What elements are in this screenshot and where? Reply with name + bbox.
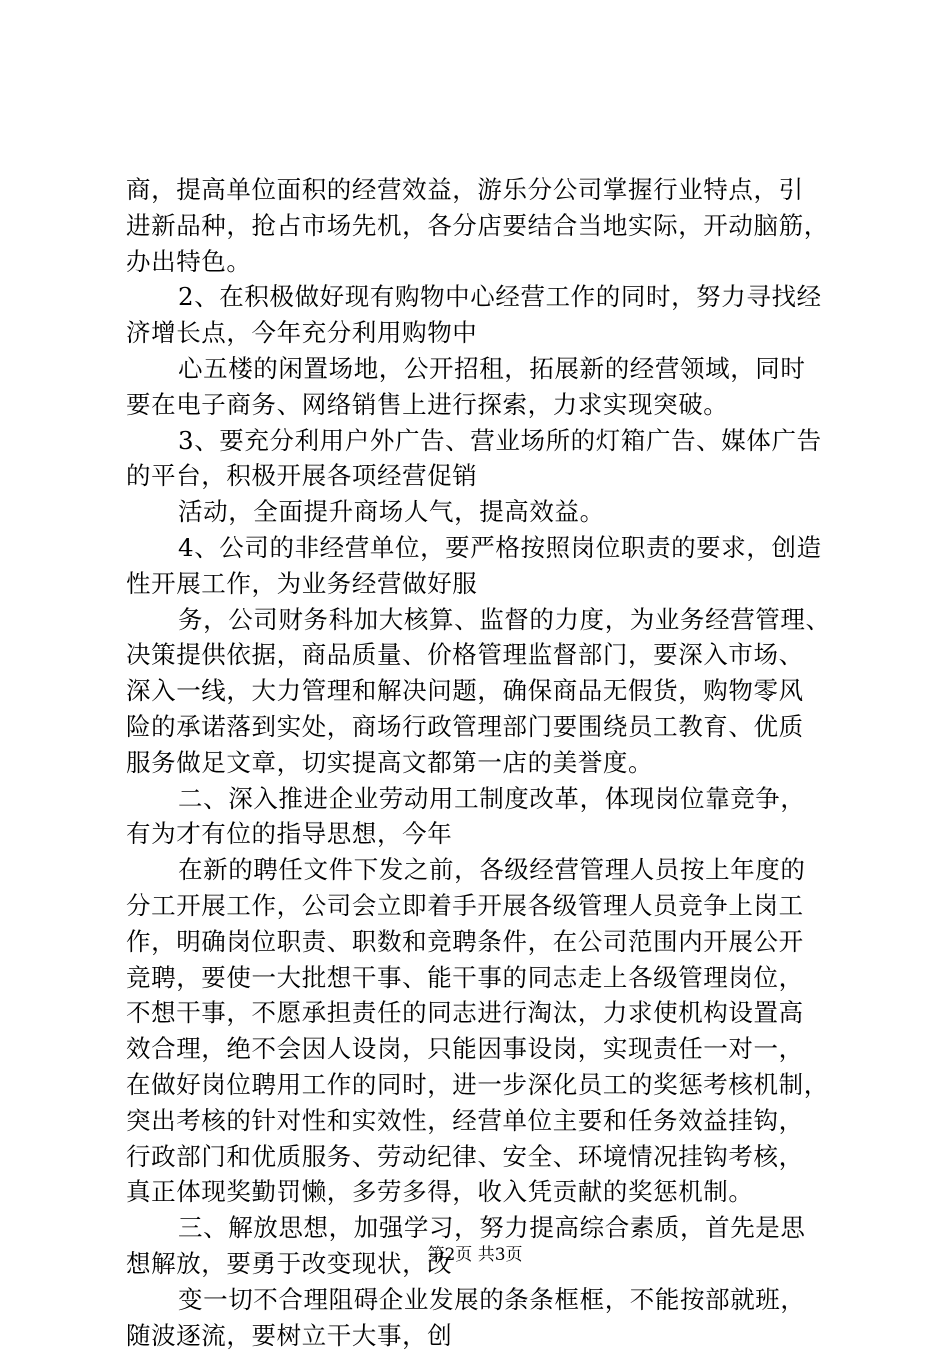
text-line: 行政部门和优质服务、劳动纪律、安全、环境情况挂钩考核， xyxy=(126,1139,832,1175)
text-line: 随波逐流，要树立干大事，创 xyxy=(126,1318,832,1353)
text-line: 分工开展工作，公司会立即着手开展各级管理人员竞争上岗工 xyxy=(126,888,832,924)
text-line: 4、公司的非经营单位，要严格按照岗位职责的要求，创造 xyxy=(126,530,832,566)
text-line: 真正体现奖勤罚懒，多劳多得，收入凭贡献的奖惩机制。 xyxy=(126,1174,832,1210)
text-line: 心五楼的闲置场地，公开招租，拓展新的经营领域，同时 xyxy=(126,351,832,387)
text-line: 济增长点，今年充分利用购物中 xyxy=(126,315,832,351)
text-line: 的平台，积极开展各项经营促销 xyxy=(126,458,832,494)
text-line: 想解放，要勇于改变现状，改 xyxy=(126,1246,832,1282)
text-line: 效合理，绝不会因人设岗，只能因事设岗，实现责任一对一， xyxy=(126,1031,832,1067)
text-line: 三、解放思想，加强学习，努力提高综合素质，首先是思 xyxy=(126,1210,832,1246)
text-line: 二、深入推进企业劳动用工制度改革，体现岗位靠竞争， xyxy=(126,781,832,817)
document-body xyxy=(126,172,832,1353)
page-footer: 第2页 共3页 xyxy=(0,1244,950,1266)
text-line: 活动，全面提升商场人气，提高效益。 xyxy=(126,494,832,530)
text-line: 办出特色。 xyxy=(126,244,832,280)
text-line: 商，提高单位面积的经营效益，游乐分公司掌握行业特点，引 xyxy=(126,172,832,208)
text-line: 有为才有位的指导思想，今年 xyxy=(126,816,832,852)
text-line: 进新品种，抢占市场先机，各分店要结合当地实际，开动脑筋， xyxy=(126,208,832,244)
text-line: 务，公司财务科加大核算、监督的力度，为业务经营管理、 xyxy=(126,602,832,638)
text-line: 3、要充分利用户外广告、营业场所的灯箱广告、媒体广告 xyxy=(126,423,832,459)
text-line: 不想干事，不愿承担责任的同志进行淘汰，力求使机构设置高 xyxy=(126,995,832,1031)
text-line: 性开展工作，为业务经营做好服 xyxy=(126,566,832,602)
text-line: 险的承诺落到实处，商场行政管理部门要围绕员工教育、优质 xyxy=(126,709,832,745)
text-line: 2、在积极做好现有购物中心经营工作的同时，努力寻找经 xyxy=(126,279,832,315)
text-line: 要在电子商务、网络销售上进行探索，力求实现突破。 xyxy=(126,387,832,423)
text-line: 作，明确岗位职责、职数和竞聘条件，在公司范围内开展公开 xyxy=(126,924,832,960)
text-line: 突出考核的针对性和实效性，经营单位主要和任务效益挂钩， xyxy=(126,1103,832,1139)
text-line: 决策提供依据，商品质量、价格管理监督部门，要深入市场、 xyxy=(126,637,832,673)
text-line: 竞聘，要使一大批想干事、能干事的同志走上各级管理岗位， xyxy=(126,960,832,996)
text-line: 服务做足文章，切实提高文都第一店的美誉度。 xyxy=(126,745,832,781)
text-line: 变一切不合理阻碍企业发展的条条框框，不能按部就班， xyxy=(126,1282,832,1318)
text-line: 在新的聘任文件下发之前，各级经营管理人员按上年度的 xyxy=(126,852,832,888)
text-line: 在做好岗位聘用工作的同时，进一步深化员工的奖惩考核机制， xyxy=(126,1067,832,1103)
text-line: 深入一线，大力管理和解决问题，确保商品无假货，购物零风 xyxy=(126,673,832,709)
